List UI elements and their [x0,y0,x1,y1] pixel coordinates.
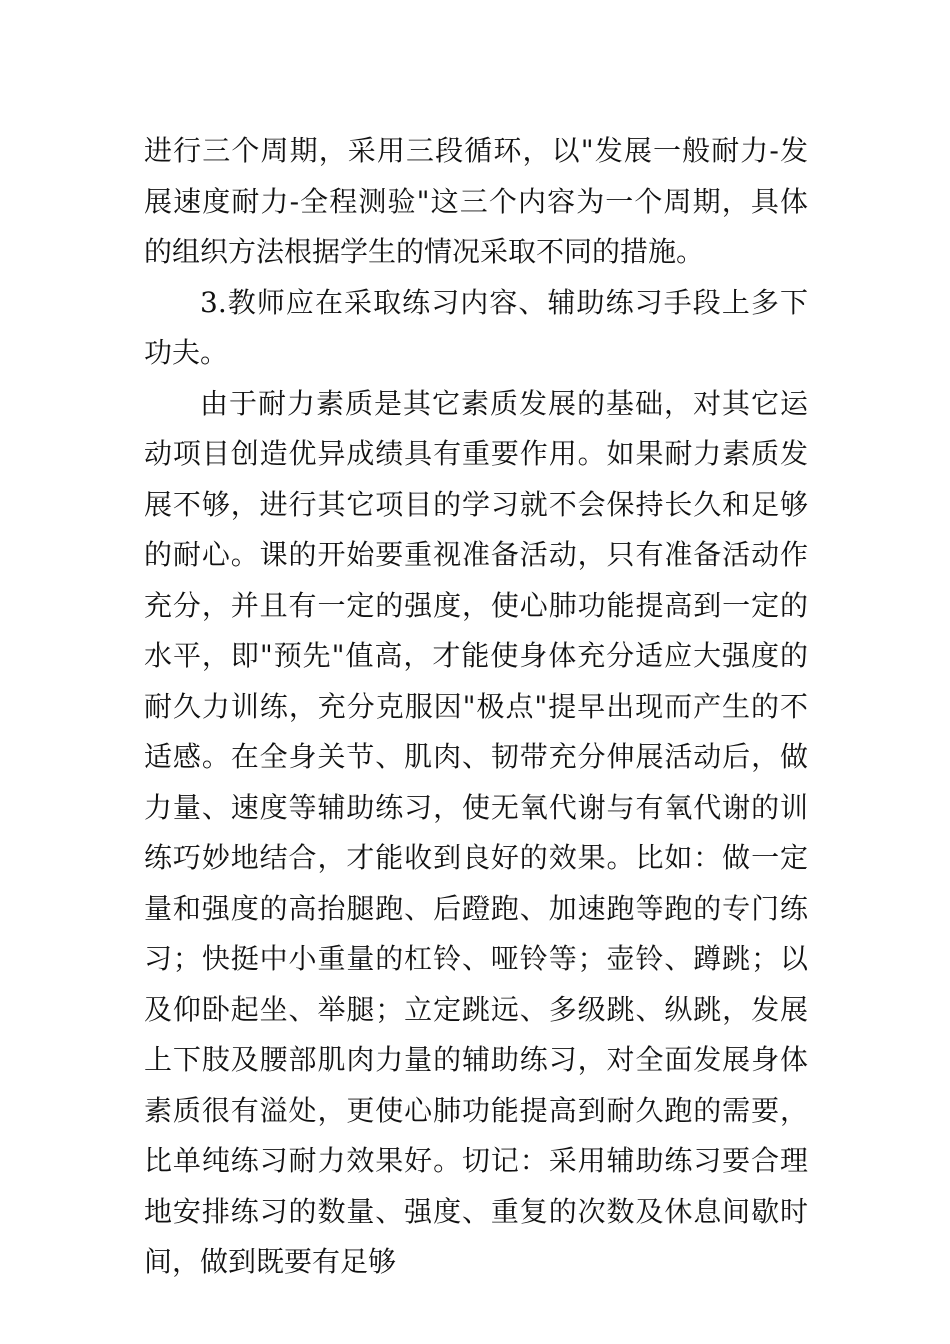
paragraph-endurance-training: 由于耐力素质是其它素质发展的基础，对其它运动项目创造优异成绩具有重要作用。如果耐力素质发展不够，进行其它项目的学习就不会保持长久和足够的耐心。课的开始要重视准备活动，只有准备活动作充分，并且有一定的强度，使心肺功能提高到一定的水平，即"预先"值高，才能使身体充分适应大强度的耐久力训练，充分克服因"极点"提早出现而产生的不适感。在全身关节、肌肉、韧带充分伸展活动后，做力量、速度等辅助练习，使无氧代谢与有氧代谢的训练巧妙地结合，才能收到良好的效果。比如：做一定量和强度的高抬腿跑、后蹬跑、加速跑等跑的专门练习；快挺中小重量的杠铃、哑铃等；壶铃、蹲跳；以及仰卧起坐、举腿；立定跳远、多级跳、纵跳，发展上下肢及腰部肌肉力量的辅助练习，对全面发展身体素质很有溢处，更使心肺功能提高到耐久跑的需要，比单纯练习耐力效果好。切记：采用辅助练习要合理地安排练习的数量、强度、重复的次数及休息间歇时间，做到既要有足够 [144,386,808,1278]
body-text [144,126,808,1288]
paragraph-cycle-method: 进行三个周期，采用三段循环，以"发展一般耐力-发展速度耐力-全程测验"这三个内容为一个周期，具体的组织方法根据学生的情况采取不同的措施。 [144,134,808,268]
paragraph-teacher-heading: 3.教师应在采取练习内容、辅助练习手段上多下功夫。 [144,285,808,369]
